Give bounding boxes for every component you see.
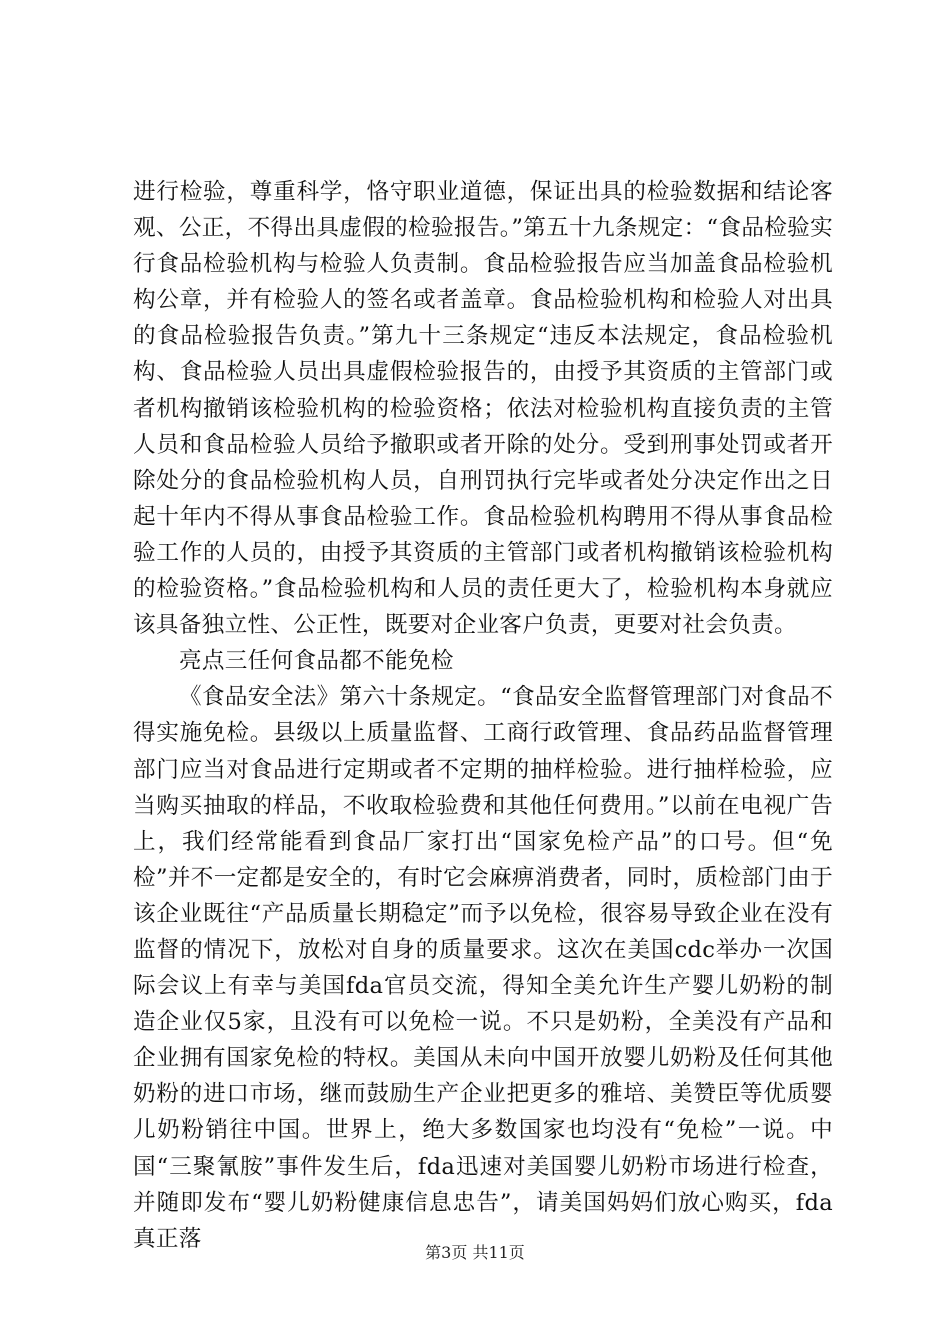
page-footer: 第3页 共11页 <box>425 1243 525 1262</box>
paragraph-no-exemption: 《食品安全法》第六十条规定。“食品安全监督管理部门对食品不得实施免检。县级以上质量监督、工商行政管理、食品药品监督管理部门应当对食品进行定期或者不定期的抽样检验。进行抽样检验，应当购买抽取的样品，不收取检验费和其他任何费用。”以前在电视广告上，我们经常能看到食品厂家打出“国家免检产品”的口号。但“免检”并不一定都是安全的，有时它会麻痹消费者，同时，质检部门由于该企业既往“产品质量长期稳定”而予以免检，很容易导致企业在没有监督的情况下，放松对自身的质量要求。这次在美国cdc举办一次国际会议上有幸与美国fda官员交流，得知全美允许生产婴儿奶粉的制造企业仅5家，且没有可以免检一说。不只是奶粉，全美没有产品和企业拥有国家免检的特权。美国从未向中国开放婴儿奶粉及任何其他奶粉的进口市场，继而鼓励生产企业把更多的雅培、美赞臣等优质婴儿奶粉销往中国。世界上，绝大多数国家也均没有“免检”一说。中国“三聚氰胺”事件发生后，fda迅速对美国婴儿奶粉市场进行检查，并随即发布“婴儿奶粉健康信息忠告”，请美国妈妈们放心购买，fda真正落 <box>133 684 833 1252</box>
document-body <box>133 174 833 1257</box>
section-heading-highlight-three: 亮点三任何食品都不能免检 <box>179 648 454 675</box>
paragraph-testing-institutions: 进行检验，尊重科学，恪守职业道德，保证出具的检验数据和结论客观、公正，不得出具虚假的检验报告。”第五十九条规定：“食品检验实行食品检验机构与检验人负责制。食品检验报告应当加盖食品检验机构公章，并有检验人的签名或者盖章。食品检验机构和检验人对出具的食品检验报告负责。”第九十三条规定“违反本法规定，食品检验机构、食品检验人员出具虚假检验报告的，由授予其资质的主管部门或者机构撤销该检验机构的检验资格；依法对检验机构直接负责的主管人员和食品检验人员给予撤职或者开除的处分。受到刑事处罚或者开除处分的食品检验机构人员，自刑罚执行完毕或者处分决定作出之日起十年内不得从事食品检验工作。食品检验机构聘用不得从事食品检验工作的人员的，由授予其资质的主管部门或者机构撤销该检验机构的检验资格。”食品检验机构和人员的责任更大了，检验机构本身就应该具备独立性、公正性，既要对企业客户负责，更要对社会负责。 <box>133 179 833 639</box>
